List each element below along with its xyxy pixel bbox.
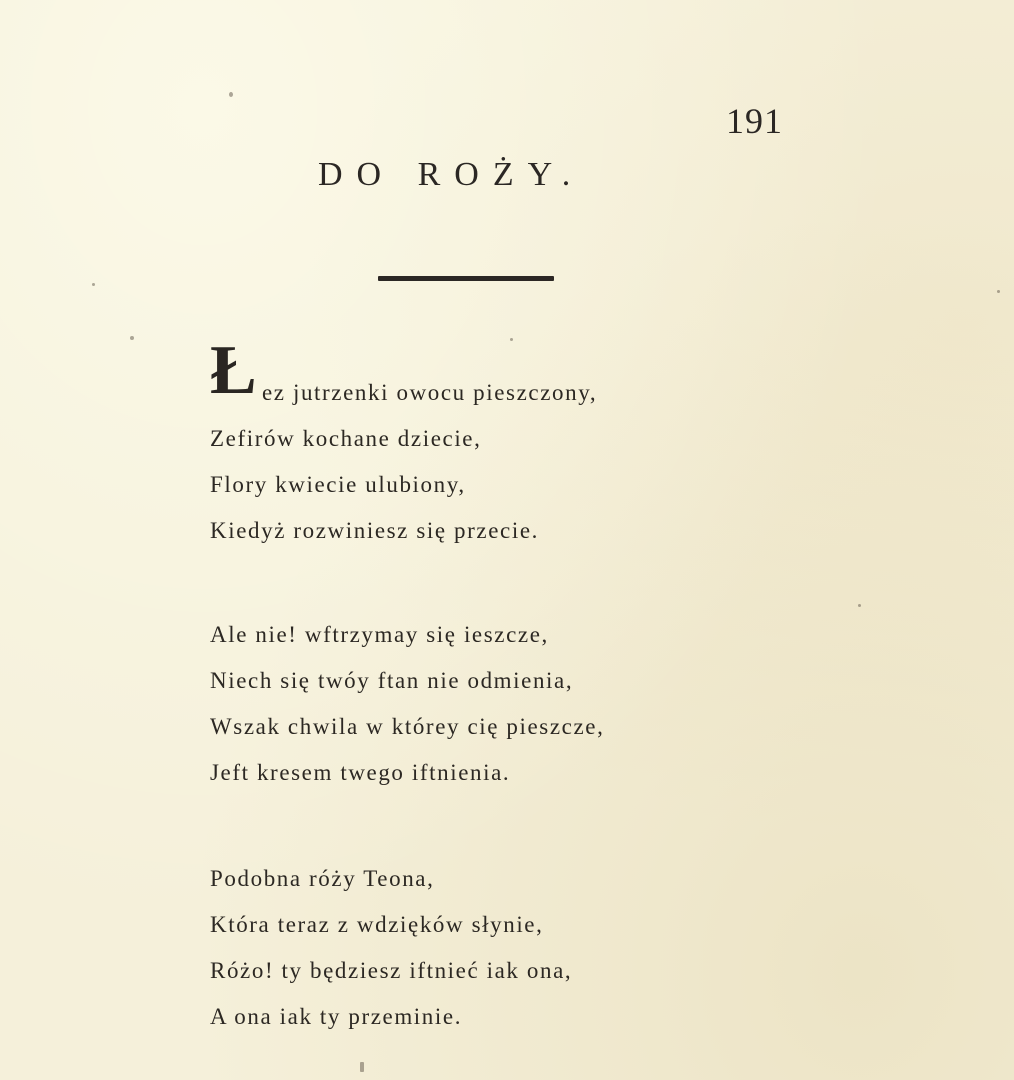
paper-speck: [229, 92, 233, 97]
poem-line: Ale nie! wftrzymay się ieszcze,: [210, 622, 549, 647]
poem-line: Zefirów kochane dziecie,: [210, 426, 482, 451]
paper-speck: [92, 283, 95, 286]
drop-cap: Ł: [210, 332, 257, 409]
title-rule: [378, 276, 554, 281]
stanza-3: [210, 856, 572, 1040]
poem-title: DO ROŻY.: [318, 156, 585, 193]
poem-line: Podobna róży Teona,: [210, 866, 435, 891]
stanza-2: [210, 612, 604, 796]
poem-line: Jeft kresem twego iftnienia.: [210, 760, 511, 785]
poem-line: Flory kwiecie ulubiony,: [210, 472, 466, 497]
poem-line: Wszak chwila w którey cię pieszcze,: [210, 714, 605, 739]
paper-speck: [510, 338, 513, 341]
poem-line: A ona iak ty przeminie.: [210, 1004, 463, 1029]
poem-line: Niech się twóy ftan nie odmienia,: [210, 668, 574, 693]
page-number: 191: [726, 101, 783, 141]
poem-line: Różo! ty będziesz iftnieć iak ona,: [210, 958, 573, 983]
paper-speck: [130, 336, 134, 340]
poem-line: Która teraz z wdzięków słynie,: [210, 912, 544, 937]
paper-speck: [858, 604, 861, 607]
poem-line: ez jutrzenki owocu pieszczony,: [262, 380, 598, 405]
paper-speck: [997, 290, 1000, 293]
poem-line: Kiedyż rozwiniesz się przecie.: [210, 518, 539, 543]
paper-speck: [360, 1062, 364, 1072]
stanza-1: [210, 370, 597, 554]
